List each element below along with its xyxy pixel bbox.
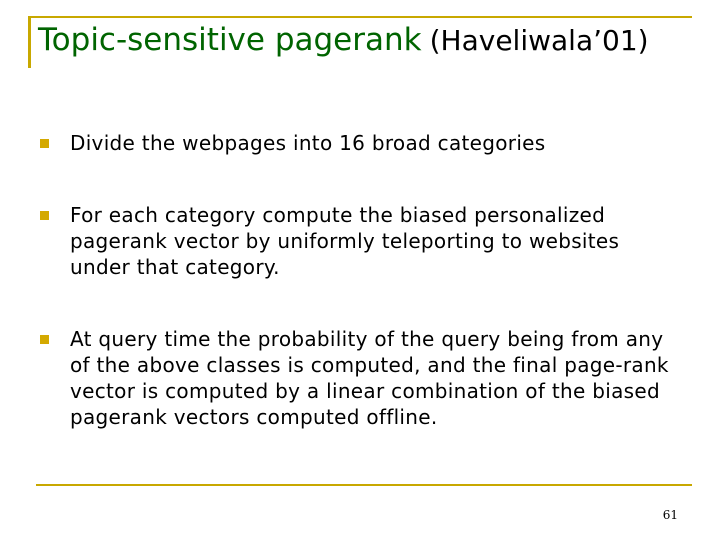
bullet-item bbox=[40, 202, 680, 280]
square-bullet-icon bbox=[40, 335, 49, 344]
square-bullet-icon bbox=[40, 211, 49, 220]
bullet-text: At query time the probability of the query being from any of the above classes is computed, and the final page-rank vector is computed by a linear combination of the biased pagerank vectors computed offline. bbox=[70, 327, 669, 429]
bullet-text: For each category compute the biased personalized pagerank vector by uniformly teleporting to websites under that category. bbox=[70, 203, 620, 279]
slide-title-main: Topic-sensitive pagerank bbox=[38, 22, 422, 58]
bullet-text: Divide the webpages into 16 broad categories bbox=[70, 131, 546, 155]
title-top-rule bbox=[28, 16, 692, 18]
slide-title bbox=[38, 22, 649, 58]
square-bullet-icon bbox=[40, 139, 49, 148]
footer-rule bbox=[36, 484, 692, 486]
title-left-rule bbox=[28, 16, 31, 68]
page-number: 61 bbox=[662, 508, 678, 522]
bullet-item bbox=[40, 130, 680, 156]
bullet-item bbox=[40, 326, 680, 430]
slide-title-citation: (Haveliwala’01) bbox=[429, 24, 649, 57]
